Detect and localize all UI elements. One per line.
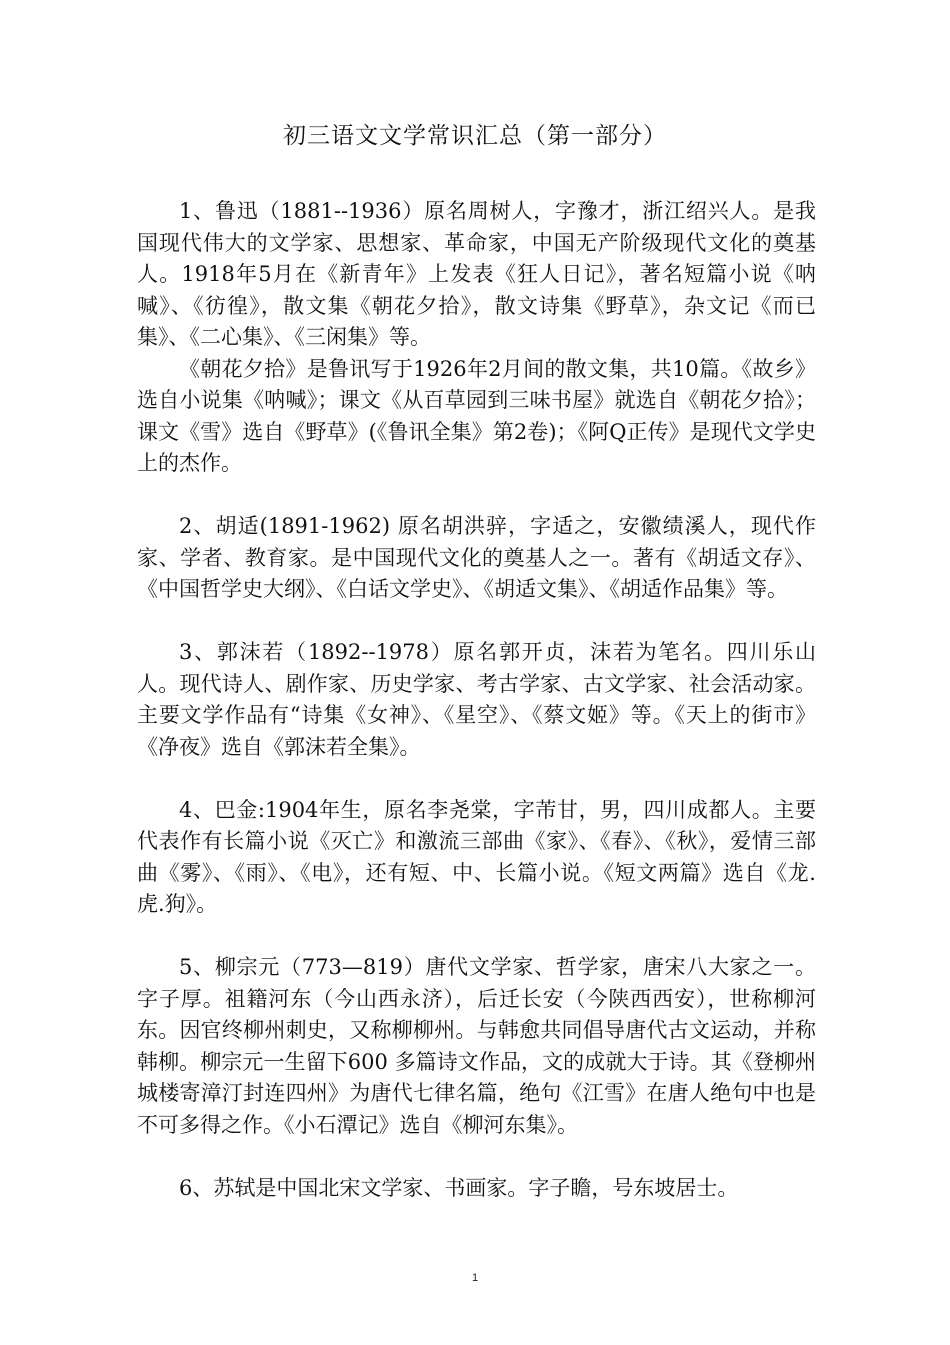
paragraph-spacer — [137, 606, 816, 638]
paragraph-spacer — [137, 921, 816, 953]
paragraph-luxun: 1、鲁迅（1881--1936）原名周树人，字豫才，浙江绍兴人。是我国现代伟大的文学家、思想家、革命家，中国无产阶级现代文化的奠基人。1918年5月在《新青年》上发表《狂人日记》，著名短篇小说《呐喊》、《彷徨》，散文集《朝花夕拾》，散文诗集《野草》，杂文记《而已集》、《二心集》、《三闲集》等。 — [137, 199, 816, 349]
paragraph-liuzongyuan: 5、柳宗元（773—819）唐代文学家、哲学家，唐宋八大家之一。字子厚。祖籍河东（今山西永济），后迁长安（今陕西西安），世称柳河东。因官终柳州刺史，又称柳柳州。与韩愈共同倡导唐代古文运动，并称韩柳。柳宗元一生留下600 多篇诗文作品，文的成就大于诗。其《登柳州城楼寄漳汀封连四州》为唐代七律名篇，绝句《江雪》在唐人绝句中也是不可多得之作。《小石潭记》选自《柳河东集》。 — [137, 955, 816, 1137]
paragraph-hushi: 2、胡适(1891-1962) 原名胡洪骍，字适之，安徽绩溪人，现代作家、学者、教育家。是中国现代文化的奠基人之一。著有《胡适文存》、《中国哲学史大纲》、《白话文学史》、《胡适文集》、《胡适作品集》等。 — [137, 514, 816, 601]
paragraph-guomoruo: 3、郭沫若（1892--1978）原名郭开贞，沫若为笔名。四川乐山人。现代诗人、剧作家、历史学家、考古学家、古文学家、社会活动家。主要文学作品有“诗集《女神》、《星空》、《蔡文姬》等。《天上的街市》《净夜》选自《郭沫若全集》。 — [137, 640, 816, 759]
paragraph-zhaohuaxishi: 《朝花夕拾》是鲁讯写于1926年2月间的散文集，共10篇。《故乡》选自小说集《呐喊》；课文《从百草园到三味书屋》就选自《朝花夕拾》；课文《雪》选自《野草》(《鲁讯全集》第2卷)；《阿Q正传》是现代文学史上的杰作。 — [137, 356, 816, 475]
page-title: 初三语文文学常识汇总（第一部分） — [283, 123, 667, 149]
paragraph-spacer — [137, 480, 816, 512]
paragraph-spacer — [137, 763, 816, 795]
paragraph-sushi: 6、苏轼是中国北宋文学家、书画家。字子瞻，号东坡居士。 — [179, 1175, 739, 1200]
paragraph-bajin: 4、巴金:1904年生，原名李尧棠，字芾甘，男，四川成都人。主要代表作有长篇小说《灭亡》和激流三部曲《家》、《春》、《秋》，爱情三部曲《雾》、《雨》、《电》，还有短、中、长篇小说。《短文两篇》选自《龙.虎.狗》。 — [137, 797, 816, 916]
document-body — [137, 196, 816, 1204]
paragraph-spacer — [137, 1141, 816, 1173]
page-number: 1 — [471, 1272, 479, 1284]
